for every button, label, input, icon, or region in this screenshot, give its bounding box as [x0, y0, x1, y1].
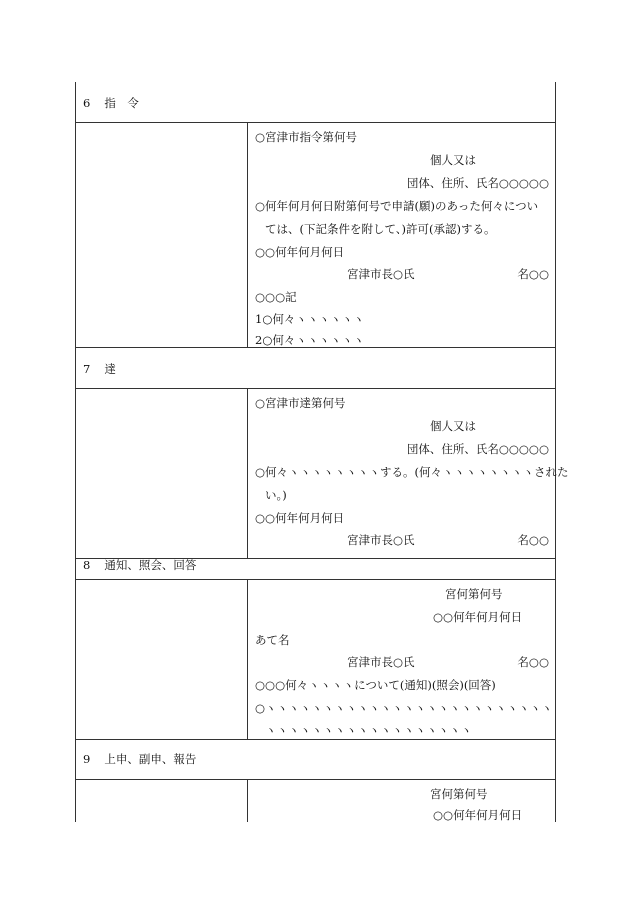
text-line: ○○何年何月何日 [255, 245, 345, 259]
text-line: 宮津市長○氏 [347, 533, 415, 547]
text-line: 宮何第何号 [445, 587, 503, 601]
column-divider [247, 388, 248, 558]
text-line: 2○何々ヽヽヽヽヽヽ [255, 333, 365, 347]
text-line: 団体、住所、氏名○○○○○ [406, 176, 549, 190]
column-divider [247, 122, 248, 347]
table-left-border [75, 82, 76, 822]
section-heading [83, 558, 196, 572]
text-line: ○○何年何月何日 [433, 808, 523, 822]
text-line: 宮津市長○氏 [347, 655, 415, 669]
row-border [75, 122, 556, 123]
section-number: 6 [83, 96, 91, 110]
text-line: 宮何第何号 [430, 787, 488, 801]
row-border [75, 388, 556, 389]
text-line: ○○○記 [255, 290, 297, 304]
row-border [75, 739, 556, 740]
section-number: 9 [83, 752, 91, 766]
section-title: 達 [104, 362, 116, 376]
text-line: 宮津市長○氏 [347, 267, 415, 281]
document-table [75, 82, 569, 822]
column-divider [247, 579, 248, 739]
text-line: 1○何々ヽヽヽヽヽヽ [255, 312, 365, 326]
text-line: ○○何年何月何日 [433, 610, 523, 624]
text-line: 名○○ [517, 267, 549, 281]
section-number: 8 [83, 558, 91, 572]
text-line: 団体、住所、氏名○○○○○ [406, 442, 549, 456]
section-number: 7 [83, 362, 91, 376]
section-heading [83, 362, 116, 376]
text-line: 個人又は [430, 419, 476, 433]
row-border [75, 579, 556, 580]
row-border [75, 779, 556, 780]
text-line: 個人又は [430, 153, 476, 167]
text-line: 名○○ [517, 533, 549, 547]
text-line: ○宮津市達第何号 [255, 396, 346, 410]
row-border [75, 347, 556, 348]
text-line: ○何々ヽヽヽヽヽヽヽヽする。(何々ヽヽヽヽヽヽヽヽされた [255, 465, 569, 479]
section-title: 上申、副申、報告 [104, 752, 197, 766]
table-right-border [555, 82, 556, 822]
text-line: ては、(下記条件を附して、)許可(承認)する。 [265, 222, 496, 236]
text-line: い。) [265, 488, 287, 502]
section-heading [83, 752, 196, 766]
text-line: ○ヽヽヽヽヽヽヽヽヽヽヽヽヽヽヽヽヽヽヽヽヽヽヽヽヽ [255, 701, 553, 715]
text-line: ○宮津市指令第何号 [255, 130, 358, 144]
column-divider [247, 779, 248, 822]
text-line: ○何年何月何日附第何号で申請(願)のあった何々につい [255, 199, 539, 213]
text-line: あて名 [255, 633, 290, 647]
text-line: ヽヽヽヽヽヽヽヽヽヽヽヽヽヽヽヽヽヽ [265, 723, 472, 737]
text-line: 名○○ [517, 655, 549, 669]
text-line: ○○○何々ヽヽヽヽについて(通知)(照会)(回答) [255, 678, 496, 692]
section-title: 通知、照会、回答 [104, 558, 197, 572]
section-heading [83, 96, 139, 110]
text-line: ○○何年何月何日 [255, 511, 345, 525]
section-title: 指 令 [104, 96, 139, 110]
